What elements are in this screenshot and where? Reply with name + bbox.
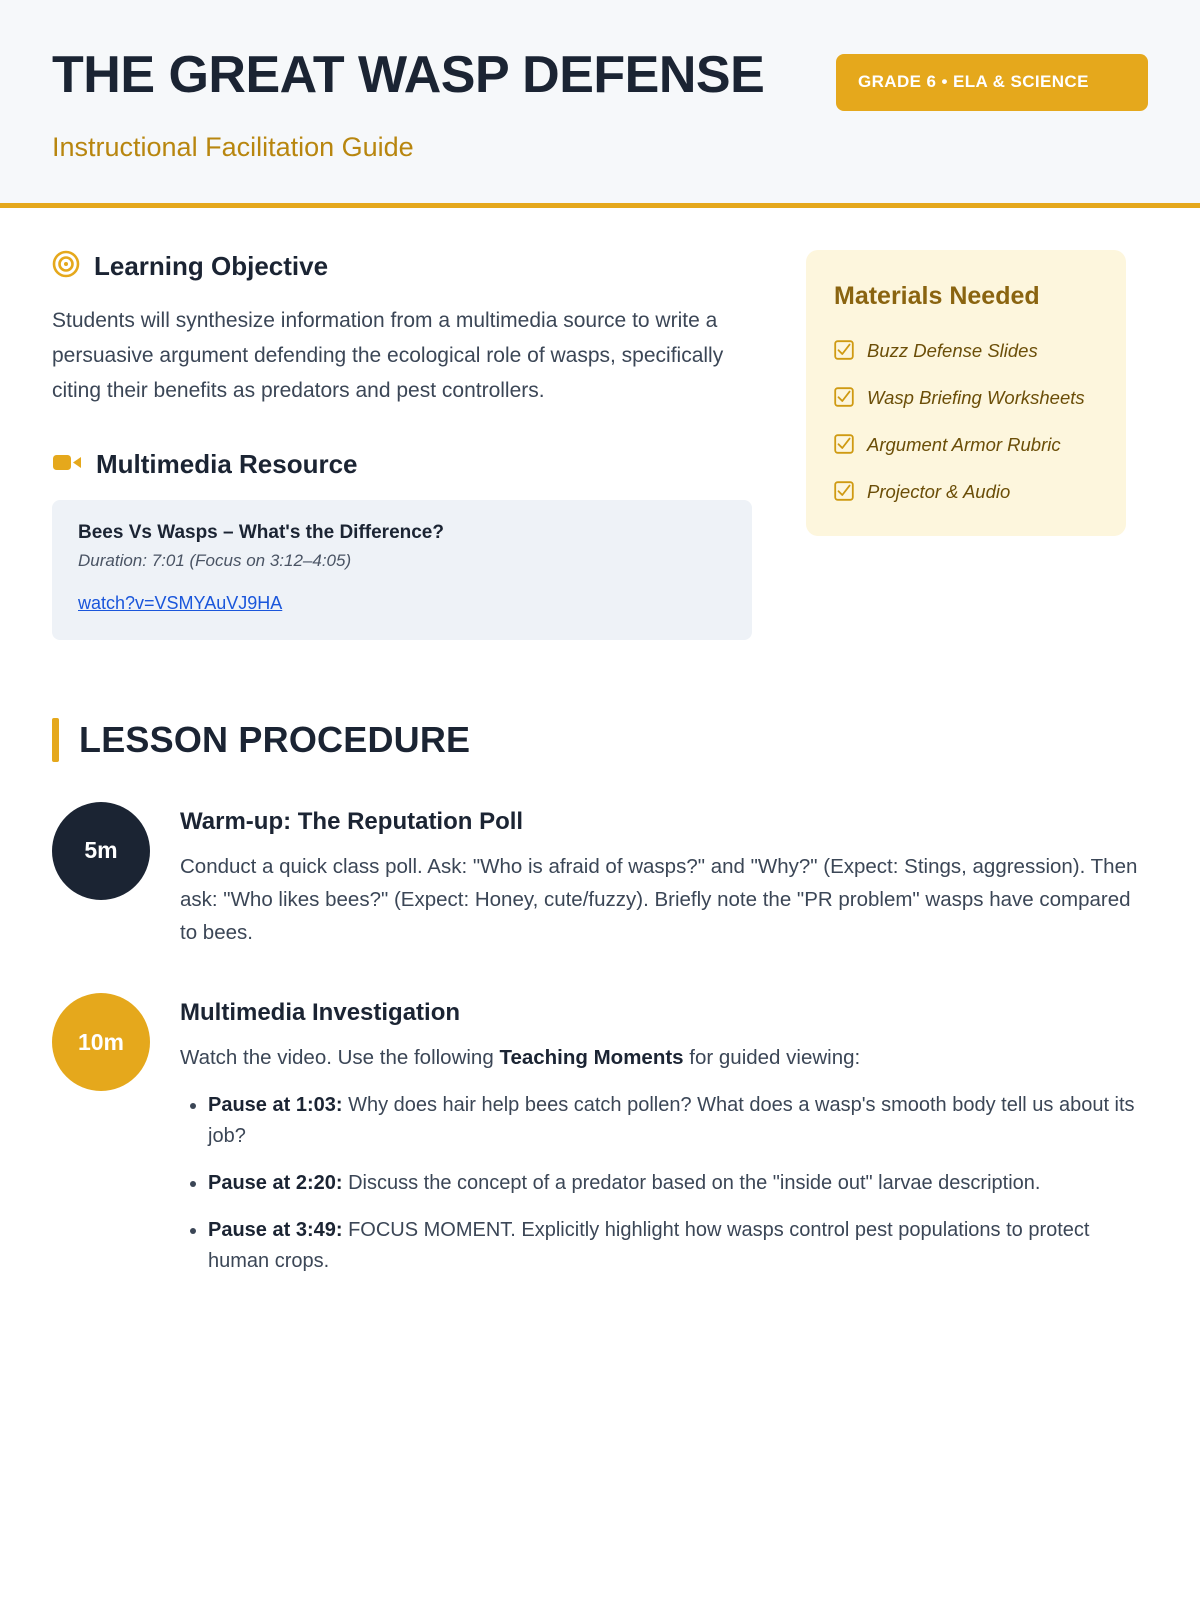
media-duration: Duration: 7:01 (Focus on 3:12–4:05) xyxy=(78,550,352,570)
document-content xyxy=(0,208,1200,1294)
page-title: THE GREAT WASP DEFENSE xyxy=(52,46,765,104)
left-column xyxy=(52,250,752,640)
step-text: Conduct a quick class poll. Ask: "Who is afraid of wasps?" and "Why?" (Expect: Stings, aggression). Then ask: "Who likes bees?" (Expect: Honey, cute/fuzzy). Briefly note the "PR problem" wasps have compared to bees. xyxy=(180,854,1138,944)
multimedia-resource-title: Multimedia Resource xyxy=(96,448,358,479)
right-column xyxy=(806,250,1126,536)
learning-objective-title: Learning Objective xyxy=(94,250,329,281)
list-item xyxy=(834,479,1098,506)
list-item xyxy=(208,1168,1148,1199)
step-body xyxy=(180,993,1148,1293)
video-camera-icon xyxy=(52,451,82,478)
multimedia-resource-header xyxy=(52,449,752,480)
grade-badge: GRADE 6 • ELA & SCIENCE xyxy=(836,54,1148,111)
header-row xyxy=(52,46,1148,163)
material-label: Projector & Audio xyxy=(867,480,1011,502)
step-title: Multimedia Investigation xyxy=(180,999,461,1027)
step-intro-after: for guided viewing: xyxy=(683,1046,861,1070)
learning-objective-text: Students will synthesize information from a multimedia source to write a persuasive argument defending the ecological role of wasps, specifically citing their benefits as predators and pest controllers. xyxy=(52,308,724,403)
bullet-text: FOCUS MOMENT. Explicitly highlight how wasps control pest populations to protect human crops. xyxy=(208,1219,1090,1273)
page-subtitle: Instructional Facilitation Guide xyxy=(52,131,414,162)
media-resource-card xyxy=(52,500,752,640)
materials-card xyxy=(806,250,1126,536)
list-item xyxy=(834,385,1098,412)
procedure-step xyxy=(52,993,1148,1293)
step-duration-badge: 5m xyxy=(52,802,150,900)
checkbox-icon[interactable] xyxy=(834,481,854,506)
list-item xyxy=(834,432,1098,459)
media-title: Bees Vs Wasps – What's the Difference? xyxy=(78,521,444,543)
step-title: Warm-up: The Reputation Poll xyxy=(180,807,524,835)
learning-objective-header xyxy=(52,250,752,283)
material-label: Wasp Briefing Worksheets xyxy=(867,386,1085,408)
top-grid xyxy=(52,250,1148,640)
document-header xyxy=(0,0,1200,208)
material-label: Buzz Defense Slides xyxy=(867,339,1038,361)
target-icon xyxy=(52,250,80,283)
checkbox-icon[interactable] xyxy=(834,434,854,459)
lesson-procedure-header xyxy=(52,718,1148,762)
step-body xyxy=(180,802,1148,950)
bullet-label: Pause at 2:20: xyxy=(208,1172,343,1195)
procedure-step xyxy=(52,802,1148,950)
checkbox-icon[interactable] xyxy=(834,387,854,412)
list-item xyxy=(208,1215,1148,1277)
bullet-label: Pause at 1:03: xyxy=(208,1094,343,1117)
step-intro-bold: Teaching Moments xyxy=(499,1046,684,1070)
material-label: Argument Armor Rubric xyxy=(867,433,1061,455)
step-duration-badge: 10m xyxy=(52,993,150,1091)
materials-title: Materials Needed xyxy=(834,281,1040,310)
accent-bar xyxy=(52,718,59,762)
bullet-text: Why does hair help bees catch pollen? What does a wasp's smooth body tell us about its job? xyxy=(208,1094,1135,1148)
teaching-moments-list xyxy=(180,1090,1148,1277)
step-intro xyxy=(180,1041,1148,1074)
list-item xyxy=(208,1090,1148,1152)
step-intro-before: Watch the video. Use the following xyxy=(180,1046,500,1070)
checkbox-icon[interactable] xyxy=(834,340,854,365)
lesson-procedure-title: LESSON PROCEDURE xyxy=(79,718,471,760)
title-block xyxy=(52,46,764,163)
media-link[interactable]: watch?v=VSMYAuVJ9HA xyxy=(78,592,283,613)
bullet-label: Pause at 3:49: xyxy=(208,1219,343,1242)
list-item xyxy=(834,338,1098,365)
bullet-text: Discuss the concept of a predator based on the "inside out" larvae description. xyxy=(342,1172,1041,1195)
